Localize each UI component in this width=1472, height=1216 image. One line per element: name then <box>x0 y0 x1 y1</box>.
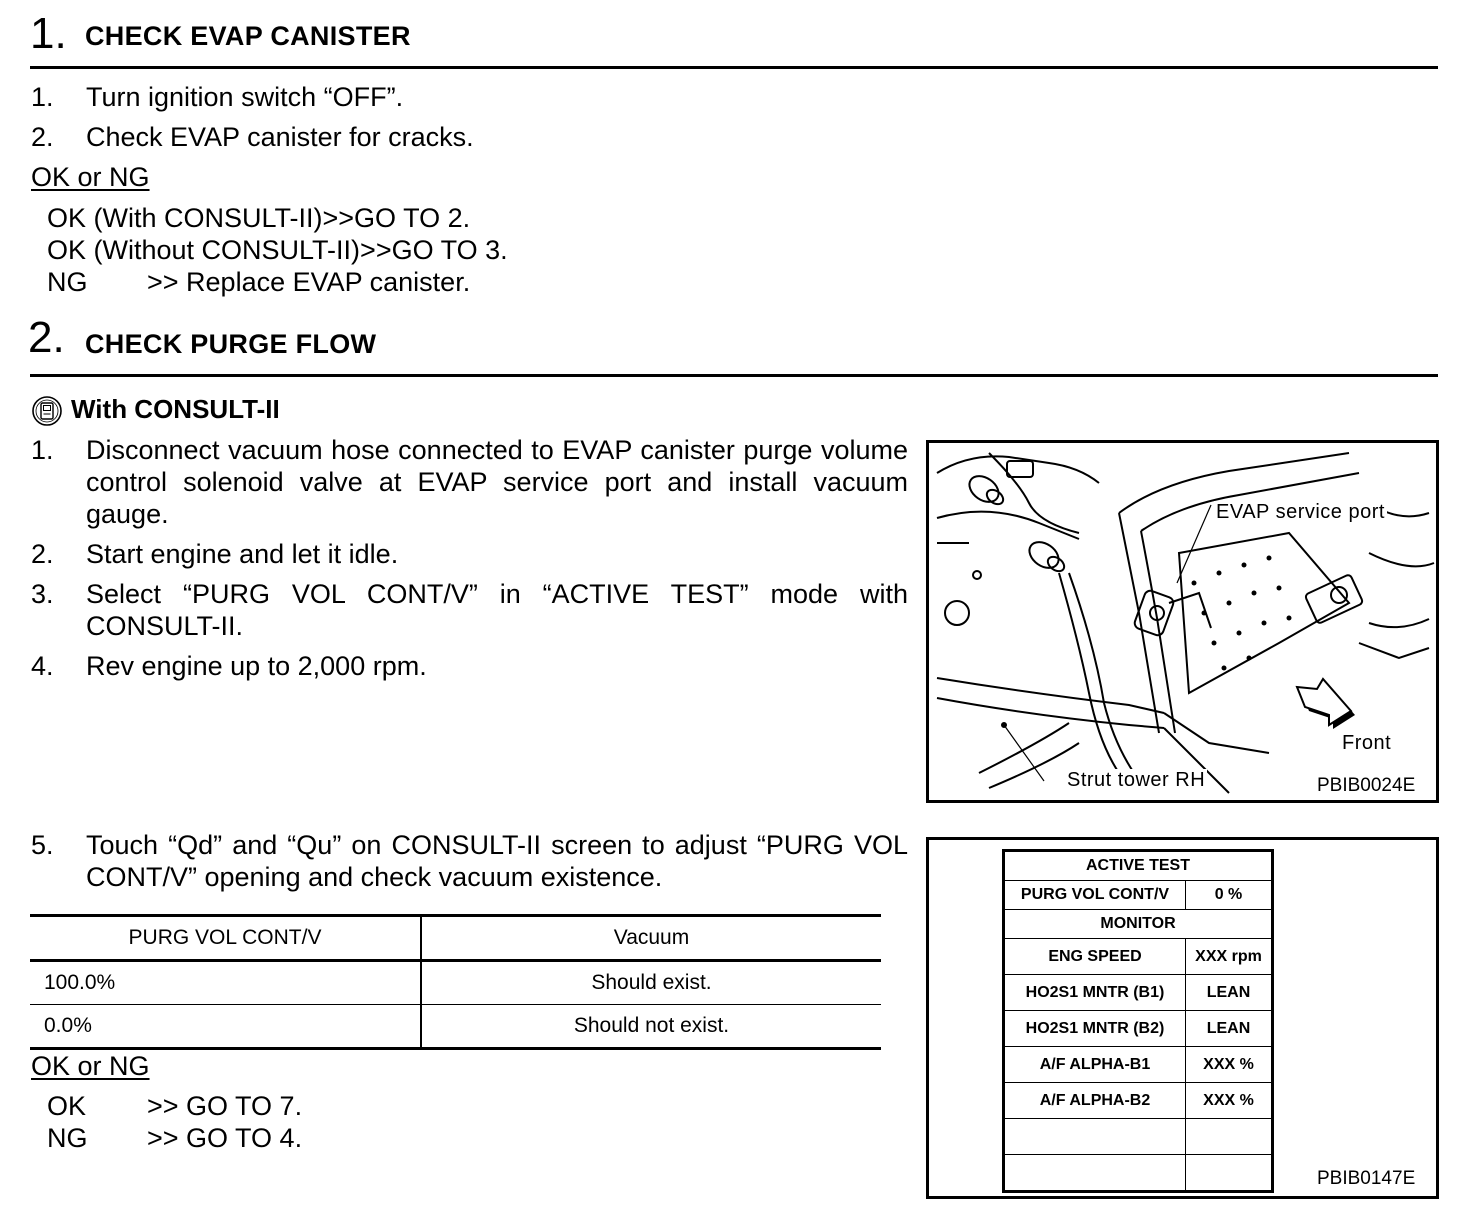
consult-tester-icon <box>31 395 63 427</box>
screen-row <box>1004 939 1273 975</box>
result-action: >> Replace EVAP canister. <box>147 267 471 297</box>
active-test-header: ACTIVE TEST <box>1004 851 1273 881</box>
screen-row <box>1004 851 1273 881</box>
result-key: OK (With CONSULT-II) <box>47 203 323 233</box>
table-cell: Should exist. <box>421 961 881 1005</box>
monitor-value <box>1186 1119 1273 1155</box>
result-line <box>47 234 508 266</box>
table-cell: 100.0% <box>30 961 421 1005</box>
monitor-item <box>1004 1119 1186 1155</box>
consult-mode-label: With CONSULT-II <box>71 394 280 424</box>
ok-ng-heading: OK or NG <box>31 162 150 192</box>
strut-tower-label: Strut tower RH <box>1067 769 1206 791</box>
step-number: 3. <box>31 579 54 609</box>
result-action: >> GO TO 4. <box>147 1123 303 1153</box>
step-text: Select “PURG VOL CONT/V” in “ACTIVE TEST” mode with CONSULT-II. <box>86 579 908 641</box>
test-item-name: PURG VOL CONT/V <box>1004 881 1186 910</box>
table-row <box>30 961 881 1005</box>
table-header-row <box>30 916 881 961</box>
monitor-item <box>1004 1155 1186 1192</box>
step-title-2: CHECK PURGE FLOW <box>85 329 377 359</box>
monitor-value: LEAN <box>1186 1011 1273 1047</box>
step-text: Touch “Qd” and “Qu” on CONSULT-II screen to adjust “PURG VOL CONT/V” opening and check vacuum existence. <box>86 830 908 892</box>
result-key: OK (Without CONSULT-II) <box>47 235 361 265</box>
step-number-1: 1. <box>30 9 67 58</box>
screen-row <box>1004 1155 1273 1192</box>
figure-code: PBIB0024E <box>1317 775 1416 796</box>
section-divider <box>30 374 1438 377</box>
screen-row <box>1004 910 1273 939</box>
step-number-2: 2. <box>28 313 65 362</box>
step-text: Rev engine up to 2,000 rpm. <box>86 651 427 681</box>
step-title-1: CHECK EVAP CANISTER <box>85 21 411 51</box>
step-text: Check EVAP canister for cracks. <box>86 122 474 152</box>
result-key: NG <box>47 1123 88 1153</box>
screen-row <box>1004 1119 1273 1155</box>
ok-ng-heading: OK or NG <box>31 1051 150 1081</box>
table-row <box>30 1005 881 1049</box>
result-line <box>47 202 470 234</box>
step-text: Turn ignition switch “OFF”. <box>86 82 404 112</box>
step-number: 1. <box>31 435 54 465</box>
monitor-item: HO2S1 MNTR (B1) <box>1004 975 1186 1011</box>
front-label: Front <box>1342 732 1392 754</box>
step-number: 1. <box>31 82 54 112</box>
step-text: Disconnect vacuum hose connected to EVAP canister purge volume control solenoid valve at EVAP service port and install vacuum gauge. <box>86 435 908 529</box>
table-cell: Should not exist. <box>421 1005 881 1049</box>
monitor-value: XXX % <box>1186 1047 1273 1083</box>
step-number: 2. <box>31 539 54 569</box>
monitor-item: HO2S1 MNTR (B2) <box>1004 1011 1186 1047</box>
result-key: OK <box>47 1091 87 1121</box>
evap-service-port-figure <box>926 440 1439 803</box>
screen-row <box>1004 1083 1273 1119</box>
active-test-screen <box>1002 849 1274 1193</box>
monitor-value: XXX rpm <box>1186 939 1273 975</box>
step-text: Start engine and let it idle. <box>86 539 399 569</box>
result-key: NG <box>47 267 88 297</box>
section-divider <box>30 66 1438 69</box>
result-action: >>GO TO 3. <box>360 235 508 265</box>
purge-vacuum-table <box>30 914 881 1050</box>
monitor-value: XXX % <box>1186 1083 1273 1119</box>
result-action: >>GO TO 2. <box>322 203 471 233</box>
service-port-label: EVAP service port <box>1216 501 1385 523</box>
screen-row <box>1004 1047 1273 1083</box>
test-item-value: 0 % <box>1186 881 1273 910</box>
step-number: 4. <box>31 651 54 681</box>
screen-row <box>1004 1011 1273 1047</box>
step-number: 2. <box>31 122 54 152</box>
monitor-item: A/F ALPHA-B1 <box>1004 1047 1186 1083</box>
screen-row <box>1004 881 1273 910</box>
monitor-value: LEAN <box>1186 975 1273 1011</box>
result-action: >> GO TO 7. <box>147 1091 303 1121</box>
monitor-value <box>1186 1155 1273 1192</box>
figure-code: PBIB0147E <box>1317 1168 1416 1189</box>
screen-row <box>1004 975 1273 1011</box>
table-header: Vacuum <box>421 916 881 961</box>
monitor-item: A/F ALPHA-B2 <box>1004 1083 1186 1119</box>
monitor-item: ENG SPEED <box>1004 939 1186 975</box>
table-header: PURG VOL CONT/V <box>30 916 421 961</box>
table-cell: 0.0% <box>30 1005 421 1049</box>
step-number: 5. <box>31 830 54 860</box>
monitor-header: MONITOR <box>1004 910 1273 939</box>
